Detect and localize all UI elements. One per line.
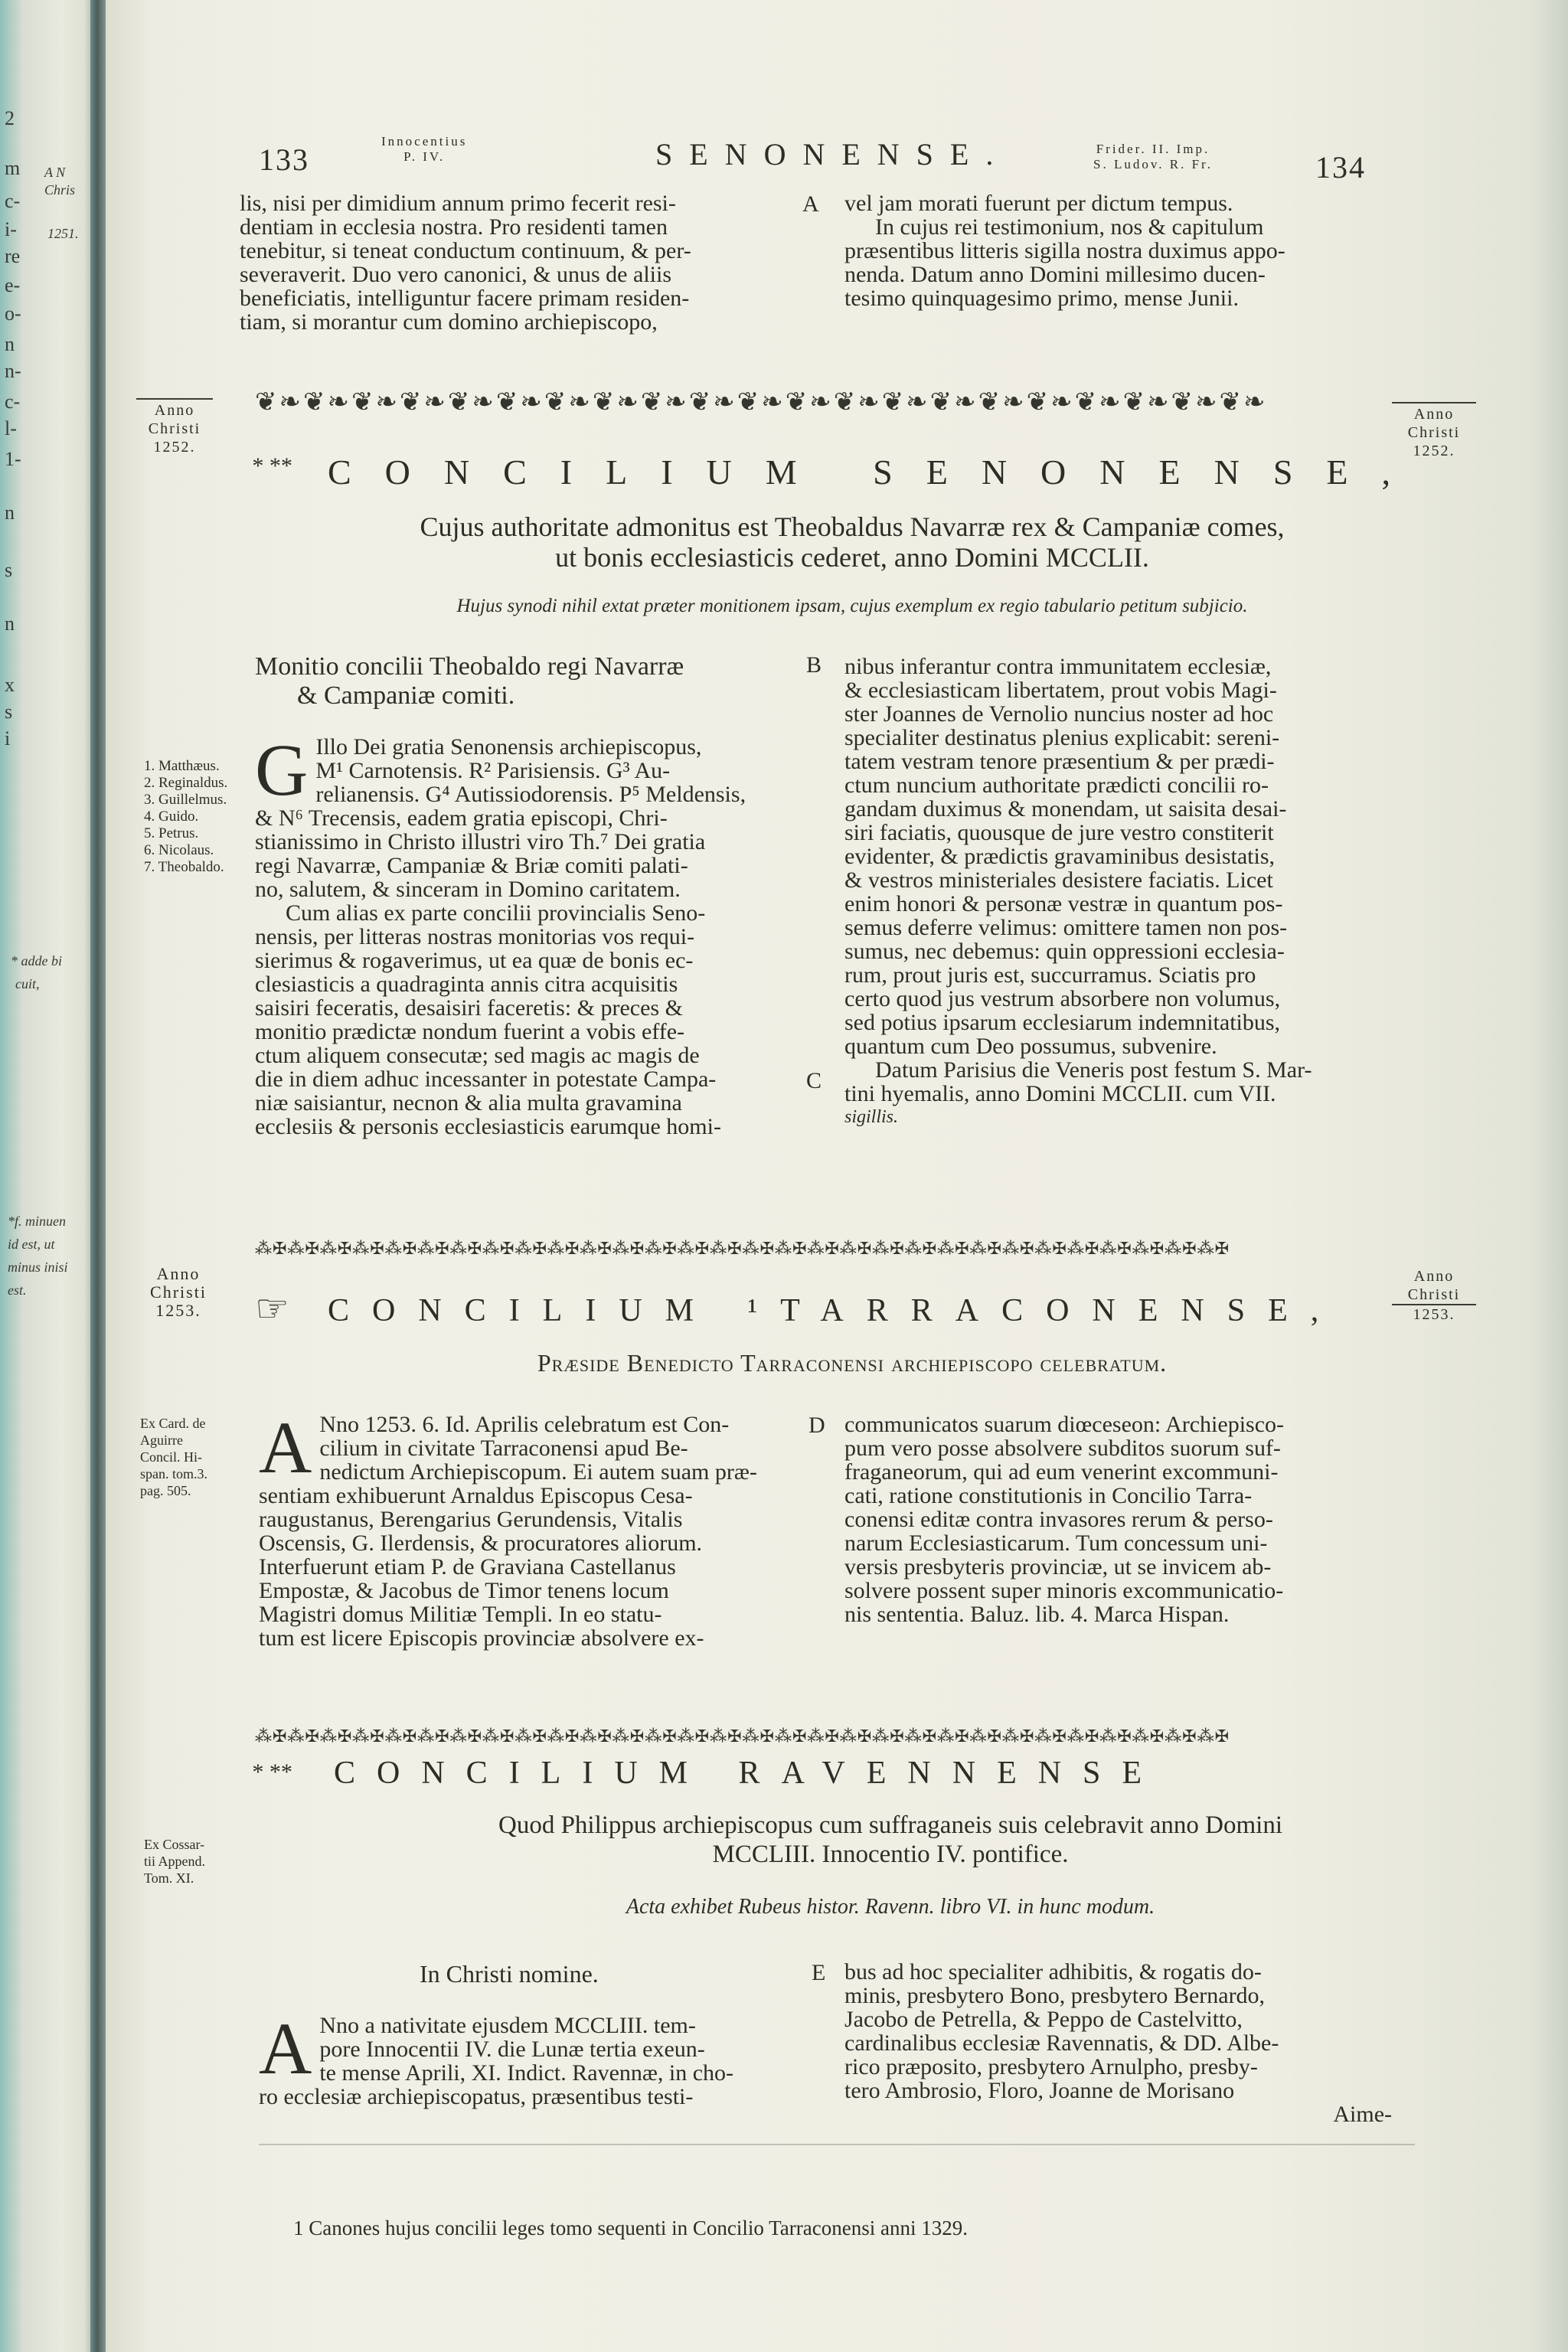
margin-name: 7. Theobaldo. (144, 859, 224, 875)
text-line: rico præposito, presbytero Arnulpho, presby- (844, 2054, 1258, 2079)
footnote-rule (259, 2144, 1415, 2145)
christi-label: Christi (1407, 424, 1461, 441)
year-label: 1252. (1413, 443, 1455, 459)
text-line: regi Navarræ, Campaniæ & Briæ comiti palati- (255, 853, 688, 878)
text-line: tero Ambrosio, Floro, Joanne de Morisano (844, 2078, 1235, 2103)
council-subtitle-senonense (259, 511, 1446, 573)
prev-page-note: Chris (44, 182, 76, 198)
text-line: In cujus rei testimonium, nos & capitulum (875, 214, 1264, 240)
text-line: minis, presbytero Bono, presbytero Bernardo, (844, 1983, 1266, 2008)
book-page (106, 0, 1568, 2352)
text-line: enim honori & personæ vestræ in quantum pos- (844, 891, 1283, 916)
margin-name: 5. Petrus. (144, 825, 199, 841)
text-line: bus ad hoc specialiter adhibitis, & rogatis do- (844, 1959, 1262, 1984)
prev-page-fragment: n (5, 501, 15, 524)
anno-label: Anno (1392, 402, 1476, 423)
prev-page-fragment: e- (5, 274, 21, 296)
text-line: Cum alias ex parte concilii provincialis Seno- (286, 900, 706, 926)
asterisk-marks: * ** (251, 1759, 292, 1785)
prev-page-fragment: l- (5, 417, 17, 439)
text-line: Illo Dei gratia Senonensis archiepiscopus, (315, 734, 702, 760)
text-line: conensi editæ contra invasores rerum & perso- (844, 1507, 1273, 1532)
anno-label: Anno (1413, 1268, 1455, 1285)
prev-page-fragment: 2 (5, 107, 15, 129)
tarraconense-right-column (844, 1413, 1415, 1626)
text-line: monitio prædictæ nondum fuerint a vobis effe- (255, 1019, 685, 1044)
text-line: sentiam exhibuerunt Arnaldus Episcopus Cesa- (259, 1483, 693, 1508)
drop-cap: A (259, 2007, 312, 2089)
text-line: no, salutem, & sinceram in Domino caritatem. (255, 877, 681, 902)
year-label: 1253. (1392, 1304, 1476, 1324)
book-spine (90, 0, 107, 2352)
text-line: & vestros ministeriales desistere faciatis. Licet (844, 867, 1273, 893)
text-line: præsentibus litteris sigilla nostra duximus appo- (844, 238, 1285, 263)
prev-page-fragment: n- (5, 360, 21, 382)
text-line: tatem vestram tenore præsentium & per prædi- (844, 749, 1275, 774)
top-left-column (240, 191, 806, 334)
text-line: Nno a nativitate ejusdem MCCLIII. tem- (319, 2013, 696, 2038)
drop-cap: G (255, 729, 309, 811)
margin-source (144, 1836, 243, 1886)
prev-page-note: minus inisi (8, 1259, 68, 1275)
synod-note: Hujus synodi nihil extat præter monitionem ipsam, cujus exemplum ex regio tabulario petitum subjicio. (456, 596, 1248, 616)
text-line: ster Joannes de Vernolio nuncius noster ad hoc (844, 701, 1274, 727)
margin-name: 1. Matthæus. (144, 758, 220, 774)
prev-page-fragment: i- (5, 218, 17, 240)
ravennense-right-column (844, 1960, 1415, 2126)
monitio-right-column (844, 655, 1411, 1129)
prev-page-fragment: c- (5, 390, 21, 413)
text-line: tenebitur, si teneat conductum continuum, & per- (240, 238, 691, 263)
prev-page-note: id est, ut (8, 1236, 55, 1252)
section-marker-b: B (806, 652, 822, 678)
text-line: rum, prout juris est, succurramus. Sciatis pro (844, 962, 1256, 988)
section-marker-a: A (802, 191, 819, 217)
text-line: ecclesiis & personis ecclesiasticis earumque homi- (255, 1114, 721, 1139)
text-line: quantum cum Deo possumus, subvenire. (844, 1034, 1217, 1059)
anno-christi-left (136, 398, 213, 456)
acta-note: Acta exhibet Rubeus histor. Ravenn. libro VI. in hunc modum. (626, 1895, 1155, 1919)
king-name: S. Ludov. R. Fr. (1093, 157, 1214, 172)
source-line: tii Append. (144, 1854, 205, 1869)
monitio-heading (255, 652, 684, 710)
prev-page-fragment: c- (5, 190, 21, 212)
text-line: sumus, nec debemus: quin oppressioni ecclesia- (844, 939, 1285, 964)
heading-line: & Campaniæ comiti. (297, 681, 515, 710)
text-line: ctum aliquem consecutæ; sed magis ac magis de (255, 1043, 700, 1068)
council-title-ravennense: CONCILIUM RAVENNENSE (334, 1756, 1164, 1791)
margin-name: 6. Nicolaus. (144, 842, 214, 858)
text-line: Jacobo de Petrella, & Peppo de Castelvitto, (844, 2007, 1243, 2032)
text-line: gandam duximus & monendam, ut saisita desai- (844, 796, 1287, 822)
text-line: dentiam in ecclesia nostra. Pro residenti tamen (240, 214, 668, 240)
running-head-title: SENONENSE. (655, 137, 1011, 172)
page-number-left: 133 (259, 142, 309, 177)
text-line: fraganeorum, qui ad eum venerint excommuni- (844, 1459, 1279, 1485)
text-line: & N⁶ Trecensis, eadem gratia episcopi, Chri- (255, 805, 668, 831)
pope-name: Innocentius (381, 134, 468, 149)
text-line: clesiasticis a quadraginta annis citra acquisitis (255, 972, 678, 997)
text-line: Magistri domus Militiæ Templi. In eo statu- (259, 1602, 662, 1627)
prev-page-note: *f. minuen (8, 1214, 66, 1229)
top-right-column (844, 191, 1411, 310)
text-line: sigillis. (844, 1107, 899, 1127)
margin-name: 2. Reginaldus. (144, 775, 228, 791)
text-line: saisiri feceratis, desaisiri faceretis: & preces & (255, 995, 683, 1021)
subtitle-line: Cujus authoritate admonitus est Theobaldus Navarræ rex & Campaniæ comes, (420, 511, 1285, 542)
text-line: niæ saisiantur, necnon & alia multa gravamina (255, 1090, 682, 1116)
text-line: vel jam morati fuerunt per dictum tempus. (844, 191, 1233, 216)
year-label: 1252. (153, 439, 196, 456)
prev-page-fragment: s (5, 701, 13, 723)
text-line: tiam, si morantur cum domino archiepiscopo, (240, 309, 658, 335)
source-line: span. tom.3. (140, 1466, 207, 1481)
text-line: Nno 1253. 6. Id. Aprilis celebratum est Con- (319, 1412, 730, 1437)
text-line: nis sententia. Baluz. lib. 4. Marca Hispan. (844, 1602, 1230, 1627)
prev-page-note: est. (8, 1282, 27, 1298)
tarraconense-left-column (259, 1406, 814, 1651)
text-line: te mense Aprili, XI. Indict. Ravennæ, in cho- (319, 2060, 734, 2086)
prev-page-fragment: o- (5, 302, 21, 325)
text-line: specialiter destinatus plenius explicabit: sereni- (844, 725, 1280, 750)
text-line: nibus inferantur contra immunitatem ecclesiæ, (844, 654, 1272, 679)
prev-page-note: A N (44, 165, 66, 180)
text-line: cati, ratione constitutionis in Concilio Tarra- (844, 1483, 1253, 1508)
council-title-senonense: CONCILIUM SENONENSE, (328, 452, 1424, 492)
ornamental-rule: ⁂✠⁂✠⁂✠⁂✠⁂✠⁂✠⁂✠⁂✠⁂✠⁂✠⁂✠⁂✠⁂✠⁂✠⁂✠⁂✠⁂✠⁂✠⁂✠⁂✠⁂✠⁂✠⁂✠⁂✠⁂✠⁂✠⁂✠⁂✠⁂✠⁂✠ (255, 1726, 1230, 1746)
running-head-pope (381, 134, 467, 165)
text-line: Empostæ, & Jacobus de Timor tenens locum (259, 1578, 669, 1603)
text-line: nensis, per litteras nostras monitorias vos requi- (255, 924, 695, 949)
text-line: severaverit. Duo vero canonici, & unus de aliis (240, 262, 671, 287)
text-line: nedictum Archiepiscopum. Ei autem suam præ- (319, 1459, 757, 1485)
text-line: tum est licere Episcopis provinciæ absolvere ex- (259, 1625, 704, 1651)
source-line: pag. 505. (140, 1483, 191, 1498)
text-line: communicatos suarum diœceseon: Archiepisco- (844, 1412, 1285, 1437)
council-title-tarraconense: CONCILIUM ¹TARRACONENSE, (328, 1293, 1342, 1328)
text-line: solvere possent super minoris excommunicatio- (844, 1578, 1284, 1603)
prev-page-fragment: m (5, 157, 21, 179)
christi-label: Christi (1407, 1286, 1461, 1303)
anno-label: Anno (136, 398, 213, 420)
ravennense-left-column (259, 2007, 814, 2109)
prev-page-note: cuit, (15, 976, 40, 991)
ornamental-band: ❦❧❦❧❦❧❦❧❦❧❦❧❦❧❦❧❦❧❦❧❦❧❦❧❦❧❦❧❦❧❦❧❦❧❦❧❦❧❦❧❦❧ (255, 388, 1268, 416)
text-line: tini hyemalis, anno Domini MCCLII. cum VII. (844, 1081, 1276, 1106)
text-line: cardinalibus ecclesiæ Ravennatis, & DD. Albe- (844, 2030, 1279, 2056)
text-line: ro ecclesiæ archiepiscopatus, præsentibus testi- (259, 2084, 694, 2109)
text-line: versis presbyteris provinciæ, ut se invicem ab- (844, 1554, 1272, 1579)
text-line: stianissimo in Christo illustri viro Th.⁷ Dei gratia (255, 829, 706, 854)
source-line: Ex Cossar- (144, 1837, 205, 1852)
previous-page-edge (0, 0, 92, 2352)
prev-page-note: * adde bi (11, 953, 62, 969)
text-line: M¹ Carnotensis. R² Parisiensis. G³ Au- (315, 758, 671, 783)
anno-label: Anno (156, 1264, 201, 1283)
footnote: 1 Canones hujus concilii leges tomo sequenti in Concilio Tarraconensi anni 1329. (293, 2216, 968, 2239)
prev-page-fragment: 1- (5, 448, 21, 470)
text-line: pore Innocentii IV. die Lunæ tertia exeun- (319, 2037, 705, 2062)
prev-page-note: 1251. (47, 226, 79, 241)
text-line: Interfuerunt etiam P. de Graviana Castellanus (259, 1554, 676, 1579)
pope-title: P. IV. (403, 149, 446, 164)
anno-christi-left (136, 1265, 220, 1320)
prev-page-fragment: s (5, 559, 13, 581)
text-line: cilium in civitate Tarraconensi apud Be- (319, 1436, 688, 1461)
subtitle-line: Quod Philippus archiepiscopus cum suffraganeis suis celebravit anno Domini (498, 1811, 1283, 1839)
text-line: ctum nuncium authoritate prædicti concilii ro- (844, 773, 1269, 798)
anno-christi-right (1392, 1267, 1476, 1324)
invocation-heading: In Christi nomine. (420, 1960, 599, 1988)
text-line: relianensis. G⁴ Autissiodorensis. P⁵ Meldensis, (315, 782, 746, 807)
text-line: raugustanus, Berengarius Gerundensis, Vitalis (259, 1507, 683, 1532)
text-line: & ecclesiasticam libertatem, prout vobis Magi- (844, 678, 1277, 703)
prev-page-fragment: n (5, 333, 15, 355)
page-number-right: 134 (1315, 150, 1366, 185)
christi-label: Christi (150, 1282, 207, 1302)
text-line: beneficiatis, intelliguntur facere primam residen- (240, 286, 690, 311)
text-line: nenda. Datum anno Domini millesimo ducen- (844, 262, 1266, 287)
monitio-left-column (255, 729, 810, 1139)
text-line: semus deferre velimus: omittere tamen non pos- (844, 915, 1288, 940)
source-line: Concil. Hi- (140, 1449, 202, 1465)
emperor-name: Frider. II. Imp. (1096, 142, 1210, 156)
prev-page-fragment: i (5, 727, 11, 750)
christi-label: Christi (148, 420, 201, 437)
catchword: Aime- (1333, 2102, 1392, 2127)
prev-page-fragment: n (5, 612, 15, 635)
text-line: certo quod jus vestrum absorbere non volumus, (844, 986, 1281, 1011)
text-line: Oscensis, G. Ilerdensis, & procuratores aliorum. (259, 1530, 703, 1556)
pointing-hand-icon: ☞ (255, 1287, 289, 1330)
text-line: narum Ecclesiasticarum. Tum concessum uni- (844, 1530, 1268, 1556)
section-marker-e: E (812, 1960, 826, 1985)
prev-page-fragment: x (5, 674, 15, 696)
text-line: tesimo quinquagesimo primo, mense Junii. (844, 286, 1239, 311)
source-line: Tom. XI. (144, 1870, 194, 1886)
section-marker-c: C (806, 1068, 822, 1093)
margin-source (140, 1415, 240, 1499)
text-line: sierimus & rogaverimus, ut ea quæ de bonis ec- (255, 948, 694, 973)
ornamental-rule: ⁂✠⁂✠⁂✠⁂✠⁂✠⁂✠⁂✠⁂✠⁂✠⁂✠⁂✠⁂✠⁂✠⁂✠⁂✠⁂✠⁂✠⁂✠⁂✠⁂✠⁂✠⁂✠⁂✠⁂✠⁂✠⁂✠⁂✠⁂✠⁂✠⁂✠ (255, 1239, 1230, 1258)
year-label: 1253. (155, 1301, 201, 1320)
heading-line: Monitio concilii Theobaldo regi Navarræ (255, 652, 684, 681)
section-marker-d: D (808, 1413, 825, 1438)
text-line: sed potius ipsarum ecclesiarum indemnitatibus, (844, 1010, 1281, 1035)
text-line: Datum Parisius die Veneris post festum S. Mar- (875, 1057, 1312, 1083)
running-head-rulers (1093, 142, 1213, 172)
text-line: siri faciatis, quousque de jure vestro constiterit (844, 820, 1274, 845)
prev-page-fragment: re (5, 245, 21, 267)
margin-name: 4. Guido. (144, 808, 199, 825)
margin-names (144, 758, 236, 876)
council-subtitle-ravennense (335, 1811, 1446, 1869)
source-line: Aguirre (140, 1432, 183, 1448)
text-line: evidenter, & prædictis gravaminibus desistatis, (844, 844, 1276, 869)
drop-cap: A (259, 1406, 312, 1488)
asterisk-marks: * ** (251, 453, 292, 479)
source-line: Ex Card. de (140, 1416, 206, 1431)
council-subtitle-tarraconense: Præside Benedicto Tarraconensi archiepiscopo celebratum. (537, 1349, 1168, 1377)
margin-name: 3. Guillelmus. (144, 792, 227, 808)
text-line: die in diem adhuc incessanter in potestate Campa- (255, 1067, 717, 1092)
subtitle-line: ut bonis ecclesiasticis cederet, anno Domini MCCLII. (555, 542, 1149, 573)
text-line: pum vero posse absolvere subditos suorum suf- (844, 1436, 1281, 1461)
subtitle-line: MCCLIII. Innocentio IV. pontifice. (712, 1841, 1069, 1868)
text-line: lis, nisi per dimidium annum primo fecerit resi- (240, 191, 676, 216)
